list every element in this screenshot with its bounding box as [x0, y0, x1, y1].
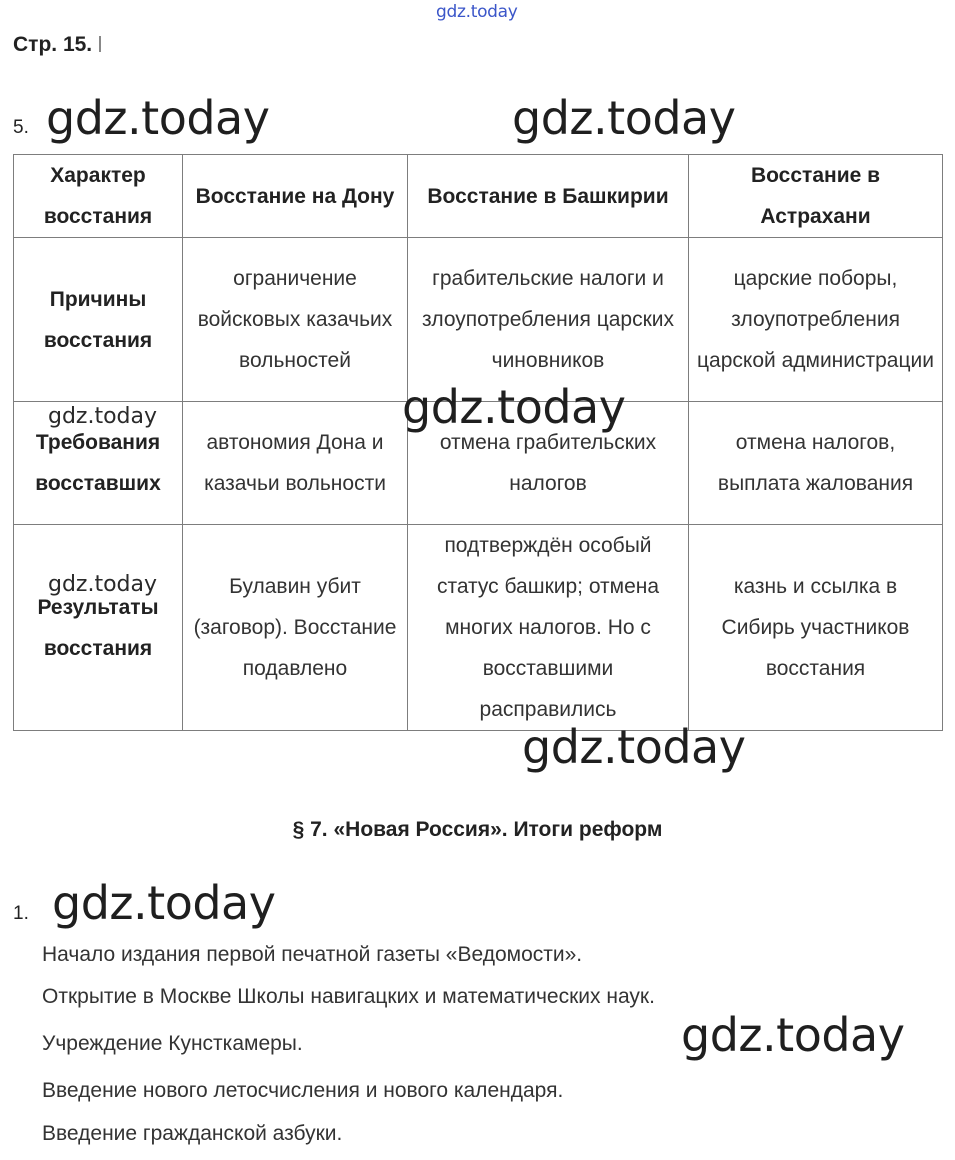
table-header-cell: Восстание в Башкирии	[408, 155, 689, 238]
list-item: Учреждение Кунсткамеры.	[42, 1032, 303, 1055]
table-cell: грабительские налоги и злоупотребления царских чиновников	[408, 238, 689, 402]
table-cell: автономия Дона и казачьи вольности	[183, 402, 408, 525]
page-reference-text: Стр. 15.	[13, 33, 93, 56]
watermark: gdz.today	[512, 91, 736, 145]
table-header-row	[14, 155, 943, 238]
table-cell: подтверждён особый статус башкир; отмена многих налогов. Но с восставшими расправились	[408, 525, 689, 731]
row-label: Результаты восстания	[14, 525, 183, 731]
table-header-cell: Характер восстания	[14, 155, 183, 238]
page-reference	[13, 33, 101, 57]
list-item: Начало издания первой печатной газеты «Ведомости».	[42, 943, 583, 966]
task-number-1: 1.	[13, 903, 29, 924]
watermark: gdz.today	[522, 720, 746, 774]
row-label: Требования восставших	[14, 402, 183, 525]
uprisings-table	[13, 154, 943, 731]
table-row-causes	[14, 238, 943, 402]
watermark: gdz.today	[52, 876, 276, 930]
row-label: Причины восстания	[14, 238, 183, 402]
table-cell: отмена налогов, выплата жалования	[689, 402, 943, 525]
list-item: Введение нового летосчисления и нового календаря.	[42, 1079, 564, 1102]
list-item: Введение гражданской азбуки.	[42, 1122, 343, 1145]
list-item: Открытие в Москве Школы навигацких и математических наук.	[42, 985, 655, 1008]
table-row-results	[14, 525, 943, 731]
watermark: gdz.today	[48, 572, 158, 597]
section-title: § 7. «Новая Россия». Итоги реформ	[292, 818, 663, 841]
watermark: gdz.today	[681, 1008, 905, 1062]
task-number-5: 5.	[13, 117, 29, 138]
watermark: gdz.today	[402, 380, 626, 434]
table-cell: Булавин убит (заговор). Восстание подавлено	[183, 525, 408, 731]
table-cell: ограничение войсковых казачьих вольностей	[183, 238, 408, 402]
table-cell: царские поборы, злоупотребления царской администрации	[689, 238, 943, 402]
watermark: gdz.today	[46, 91, 270, 145]
table-header-cell: Восстание в Астрахани	[689, 155, 943, 238]
text-cursor-mark	[99, 36, 101, 52]
table-cell: казнь и ссылка в Сибирь участников восстания	[689, 525, 943, 731]
table-header-cell: Восстание на Дону	[183, 155, 408, 238]
watermark-top: gdz.today	[436, 2, 518, 22]
watermark: gdz.today	[48, 404, 158, 429]
table-cell: отмена грабительских налогов	[408, 402, 689, 525]
